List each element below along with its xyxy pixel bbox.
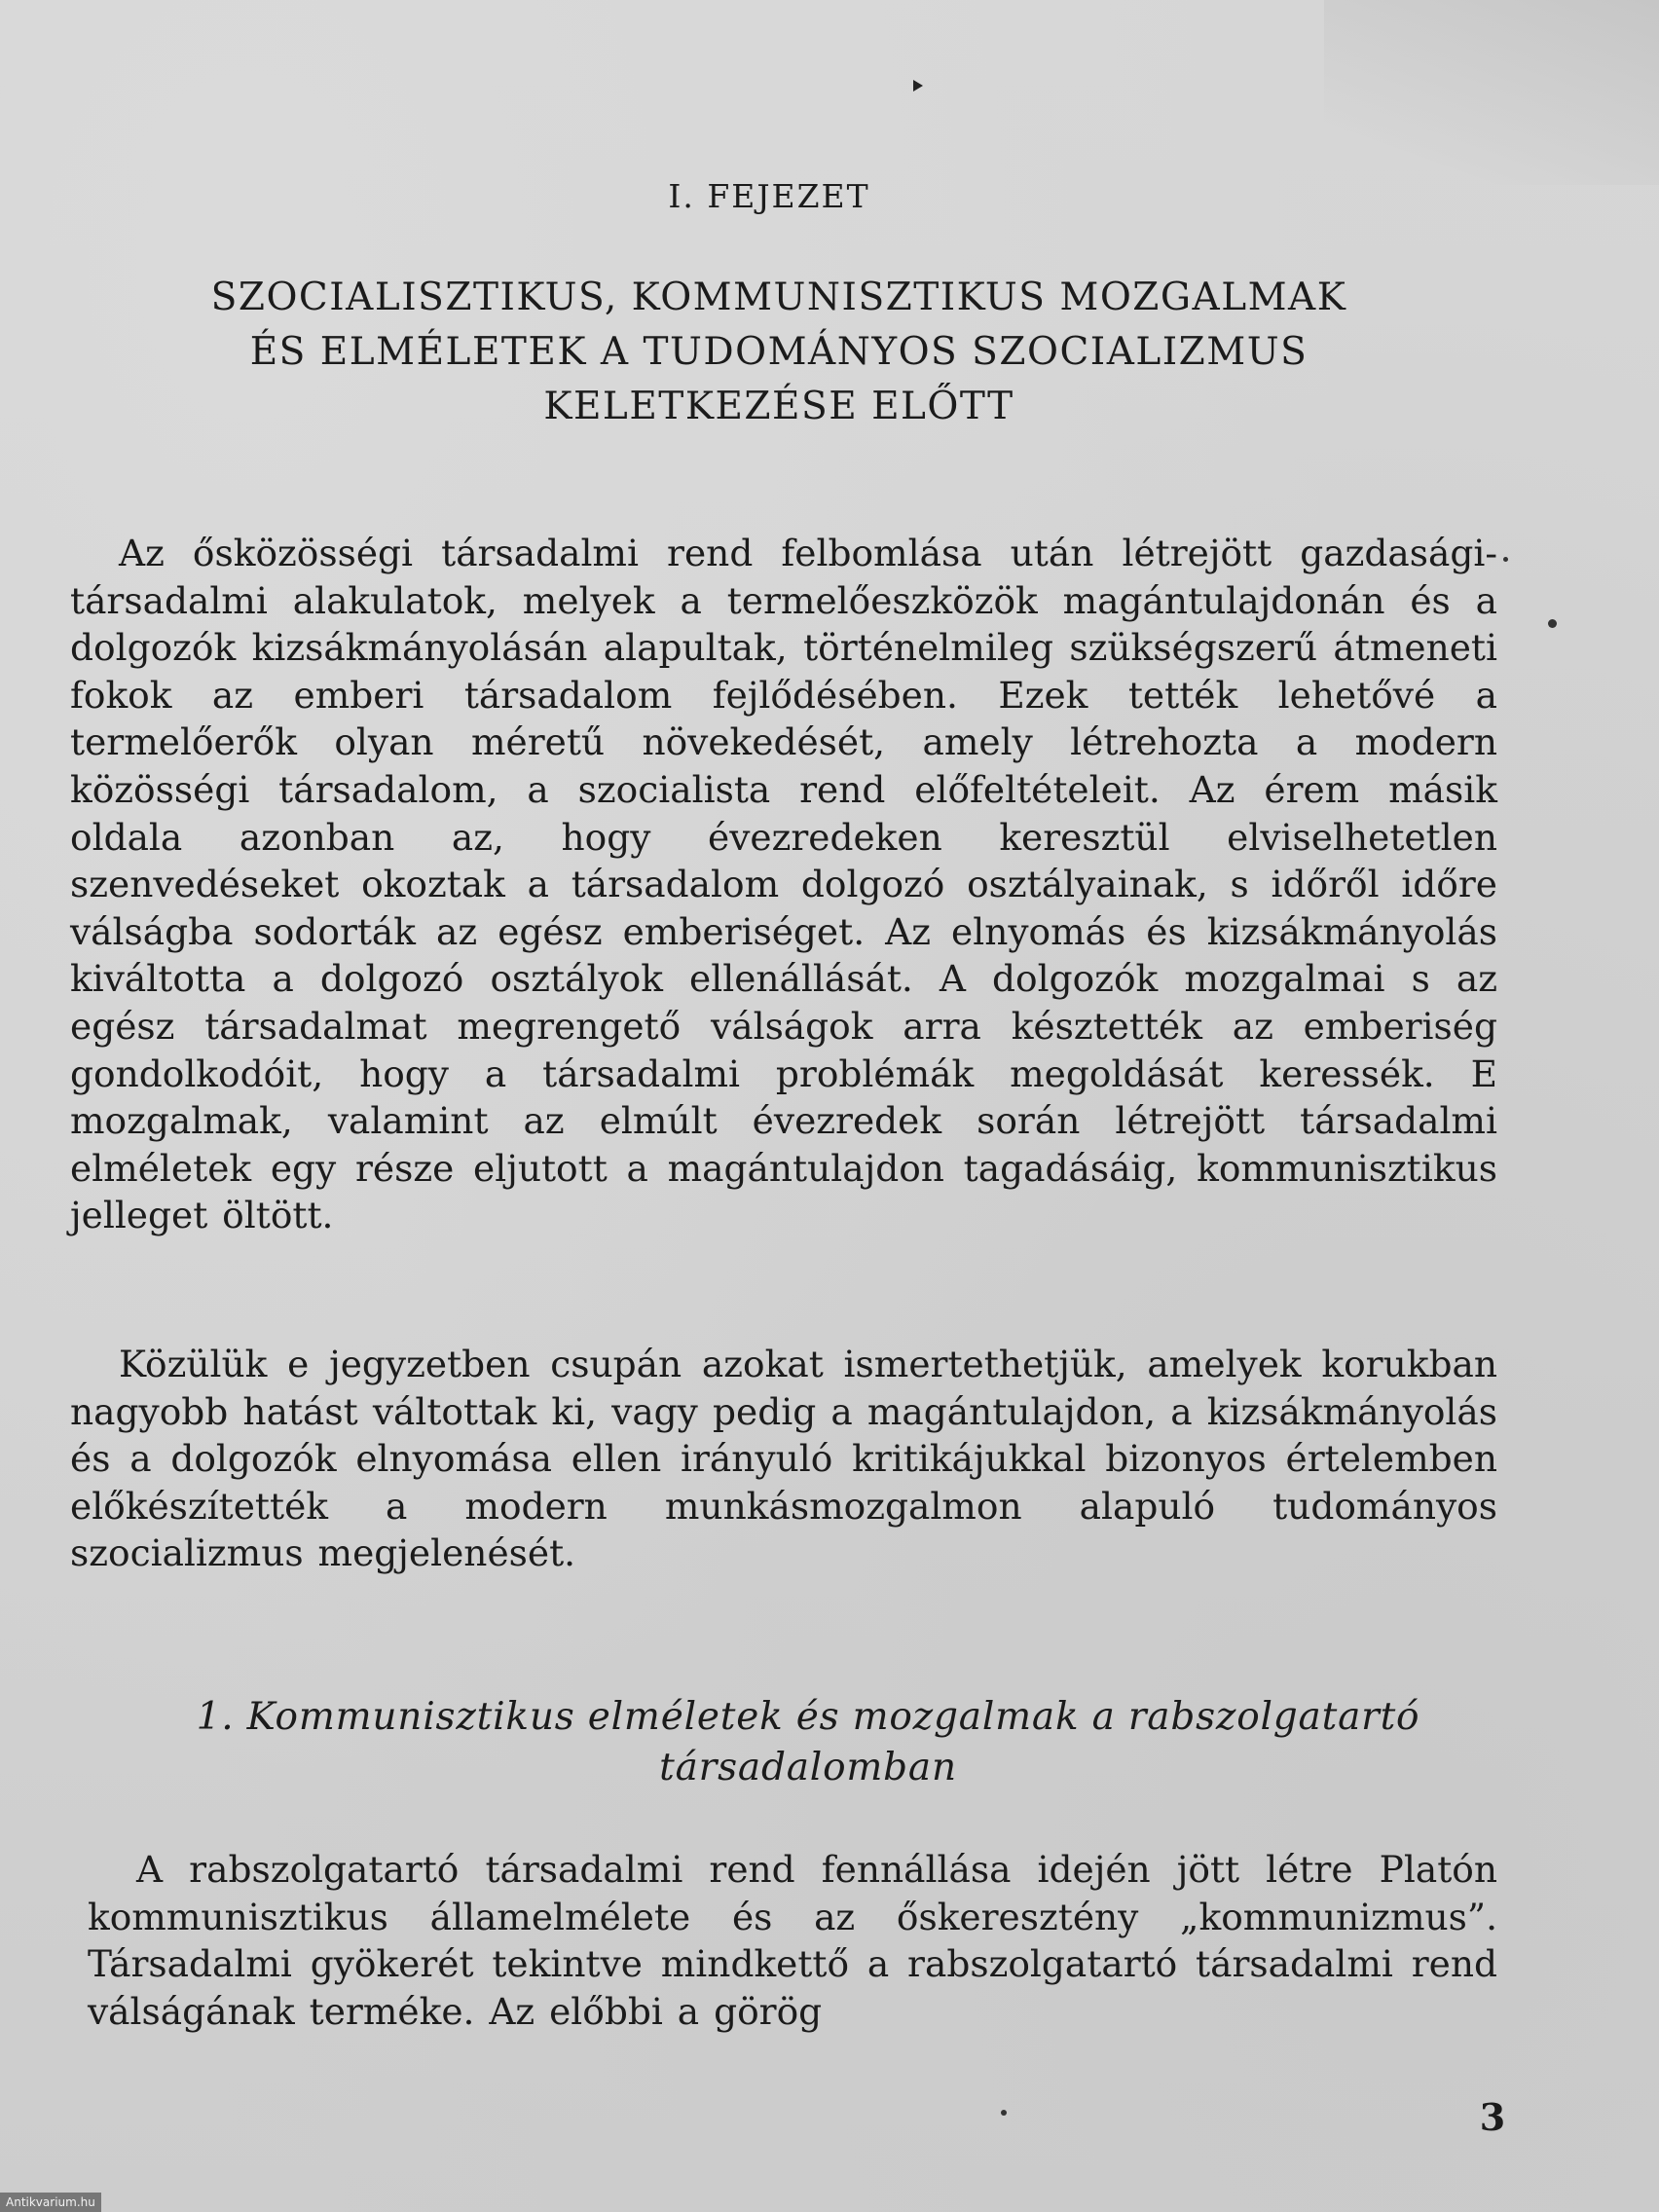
paragraph-text: Az ősközösségi társadalmi rend felbomlása után létrejött gazdasági-társadalmi alakulatok, melyek a termelőeszközök magántulajdonán és a dolgozók kizsákmányolásán alapultak, történelmileg szükségszerű átmeneti fokok az emberi társadalom fejlődésében. Ezek tették lehetővé a termelőerők olyan méretű növekedését, amely létrehozta a modern közösségi társadalom, a szocialista rend előfeltételeit. Az érem másik oldala azonban az, hogy évezredeken keresztül elviselhetetlen szenvedéseket okoztak a társadalom dolgozó osztályainak, s időről időre válságba sodorták az egész emberiséget. Az elnyomás és kizsákmányolás kiváltotta a dolgozó osztályok ellenállását. A dolgozók mozgalmai s az egész társadalmat megrengető válságok arra késztették az emberiség gondolkodóit, hogy a társadalmi problémák megoldását keressék. E mozgalmak, valamint az elmúlt évezredek során létrejött társadalmi elméletek egy része eljutott a magántulajdon tagadásáig, kommunisztikus jelleget öltött. — [70, 532, 1497, 1237]
paragraph-text: Közülük e jegyzetben csupán azokat ismertethetjük, amelyek korukban nagyobb hatást váltottak ki, vagy pedig a magántulajdon, a kizsákmányolás és a dolgozók elnyomása ellen irányuló kritikájukkal bizonyos értelemben előkészítették a modern munkásmozgalmon alapuló tudományos szocializmus megjelenését. — [70, 1343, 1497, 1575]
ink-speck — [1548, 619, 1557, 628]
section-title — [97, 1692, 1519, 1793]
section-paragraph — [88, 1846, 1497, 2035]
ink-speck — [1503, 557, 1508, 562]
section-title-line: társadalomban — [659, 1746, 957, 1789]
chapter-title-line: ÉS ELMÉLETEK A TUDOMÁNYOS SZOCIALIZMUS — [249, 330, 1309, 374]
page-number: 3 — [1479, 2095, 1506, 2139]
body-paragraph — [70, 1341, 1497, 1577]
chapter-label: I. FEJEZET — [668, 177, 870, 215]
section-title-line: 1. Kommunisztikus elméletek és mozgalmak a rabszolgatartó — [196, 1695, 1420, 1739]
bleed-through-shadow — [1324, 0, 1659, 185]
body-paragraph — [70, 530, 1497, 1239]
print-marker-icon — [913, 80, 923, 92]
ink-speck — [1001, 2110, 1007, 2116]
chapter-title-line: KELETKEZÉSE ELŐTT — [543, 385, 1014, 428]
chapter-title-line: SZOCIALISZTIKUS, KOMMUNISZTIKUS MOZGALMAK — [210, 276, 1347, 319]
paragraph-text: A rabszolgatartó társadalmi rend fennállása idején jött létre Platón kommunisztikus államelmélete és az őskeresztény „kommunizmus”. Társadalmi gyökerét tekintve mindkettő a rabszolgatartó társadalmi rend válságának terméke. Az előbbi a görög — [88, 1848, 1497, 2033]
watermark: Antikvarium.hu — [0, 2193, 101, 2212]
chapter-title — [58, 271, 1499, 434]
